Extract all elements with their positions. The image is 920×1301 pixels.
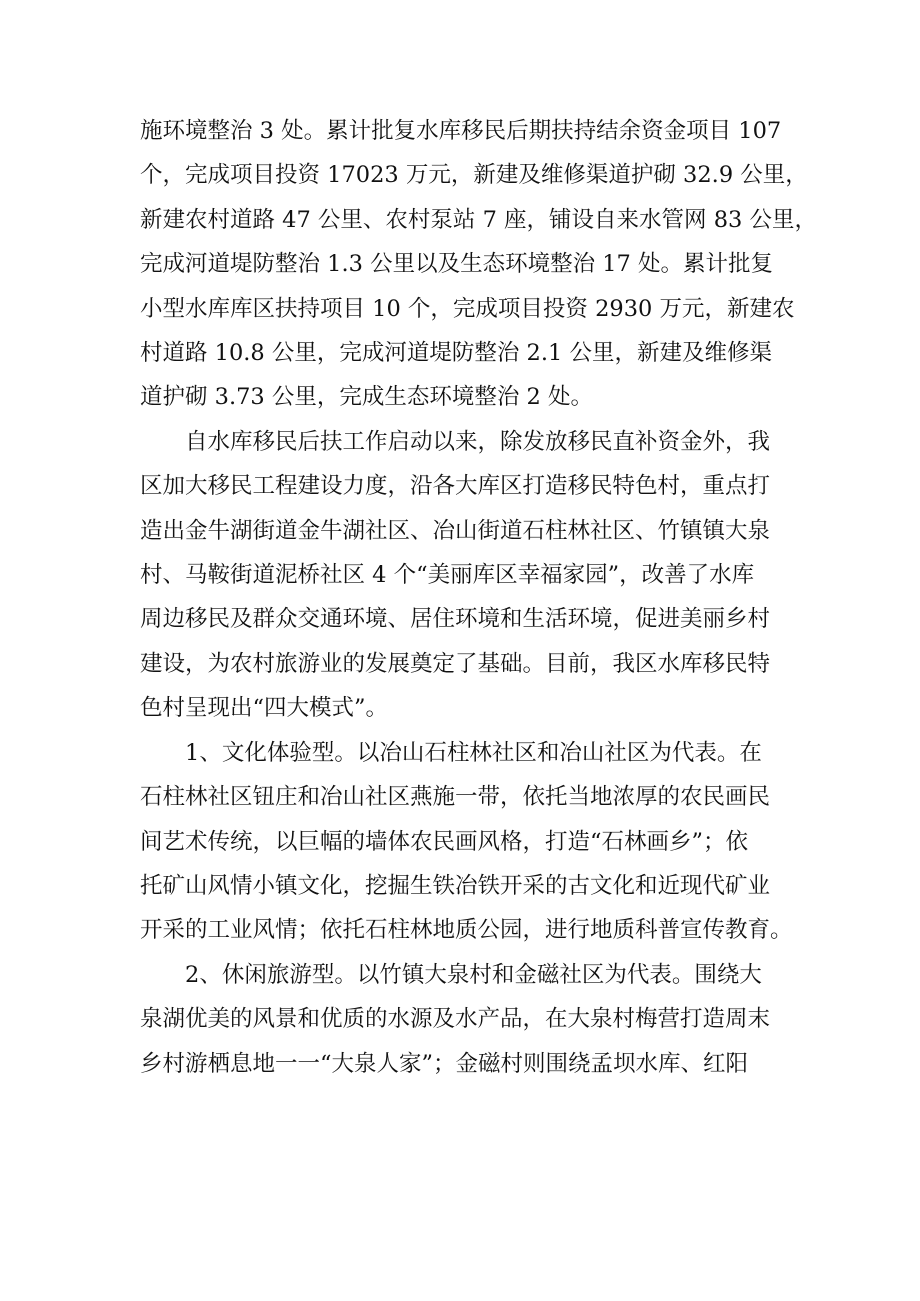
paragraph-4-line-2: 泉湖优美的风景和优质的水源及水产品，在大泉村梅营打造周末: [140, 1006, 771, 1033]
paragraph-1-line-4: 完成河道堤防整治 1.3 公里以及生态环境整治 17 处。累计批复: [140, 251, 774, 278]
paragraph-1-line-3: 新建农村道路 47 公里、农村泵站 7 座，铺设自来水管网 83 公里，: [140, 206, 817, 233]
paragraph-3-line-1: 1、文化体验型。以冶山石柱林社区和冶山社区为代表。在: [185, 739, 762, 766]
paragraph-3-line-4: 托矿山风情小镇文化，挖掘生铁冶铁开采的古文化和近现代矿业: [140, 872, 771, 899]
paragraph-1-line-6: 村道路 10.8 公里，完成河道堤防整治 2.1 公里，新建及维修渠: [140, 340, 772, 367]
paragraph-3-line-3: 间艺术传统，以巨幅的墙体农民画风格，打造“石林画乡”；依: [140, 828, 749, 855]
paragraph-1-line-2: 个，完成项目投资 17023 万元，新建及维修渠道护砌 32.9 公里，: [140, 162, 808, 189]
document-body: [140, 109, 817, 1086]
paragraph-4-line-1: 2、休闲旅游型。以竹镇大泉村和金磁社区为代表。围绕大: [185, 961, 762, 988]
paragraph-1-line-1: 施环境整治 3 处。累计批复水库移民后期扶持结余资金项目 107: [140, 118, 782, 144]
paragraph-2-line-5: 周边移民及群众交通环境、居住环境和生活环境，促进美丽乡村: [140, 606, 771, 633]
paragraph-2-line-6: 建设，为农村旅游业的发展奠定了基础。目前，我区水库移民特: [140, 650, 771, 677]
paragraph-1-line-7: 道护砌 3.73 公里，完成生态环境整治 2 处。: [140, 384, 594, 411]
paragraph-2-line-2: 区加大移民工程建设力度，沿各大库区打造移民特色村，重点打: [140, 473, 771, 500]
paragraph-3-line-2: 石柱林社区钮庄和冶山社区燕施一带，依托当地浓厚的农民画民: [140, 784, 771, 811]
paragraph-2-line-7: 色村呈现出“四大模式”。: [140, 695, 389, 722]
paragraph-2-line-3: 造出金牛湖街道金牛湖社区、冶山街道石柱林社区、竹镇镇大泉: [140, 517, 771, 544]
paragraph-4-line-3: 乡村游栖息地一一“大泉人家”；金磁村则围绕孟坝水库、红阳: [140, 1050, 749, 1077]
paragraph-1-line-5: 小型水库库区扶持项目 10 个，完成项目投资 2930 万元，新建农: [140, 295, 795, 322]
paragraph-3-line-5: 开采的工业风情；依托石柱林地质公园，进行地质科普宣传教育。: [140, 917, 793, 944]
paragraph-2-line-1: 自水库移民后扶工作启动以来，除发放移民直补资金外，我: [185, 428, 771, 455]
paragraph-2-line-4: 村、马鞍街道泥桥社区 4 个“美丽库区幸福家园”，改善了水库: [140, 562, 755, 589]
